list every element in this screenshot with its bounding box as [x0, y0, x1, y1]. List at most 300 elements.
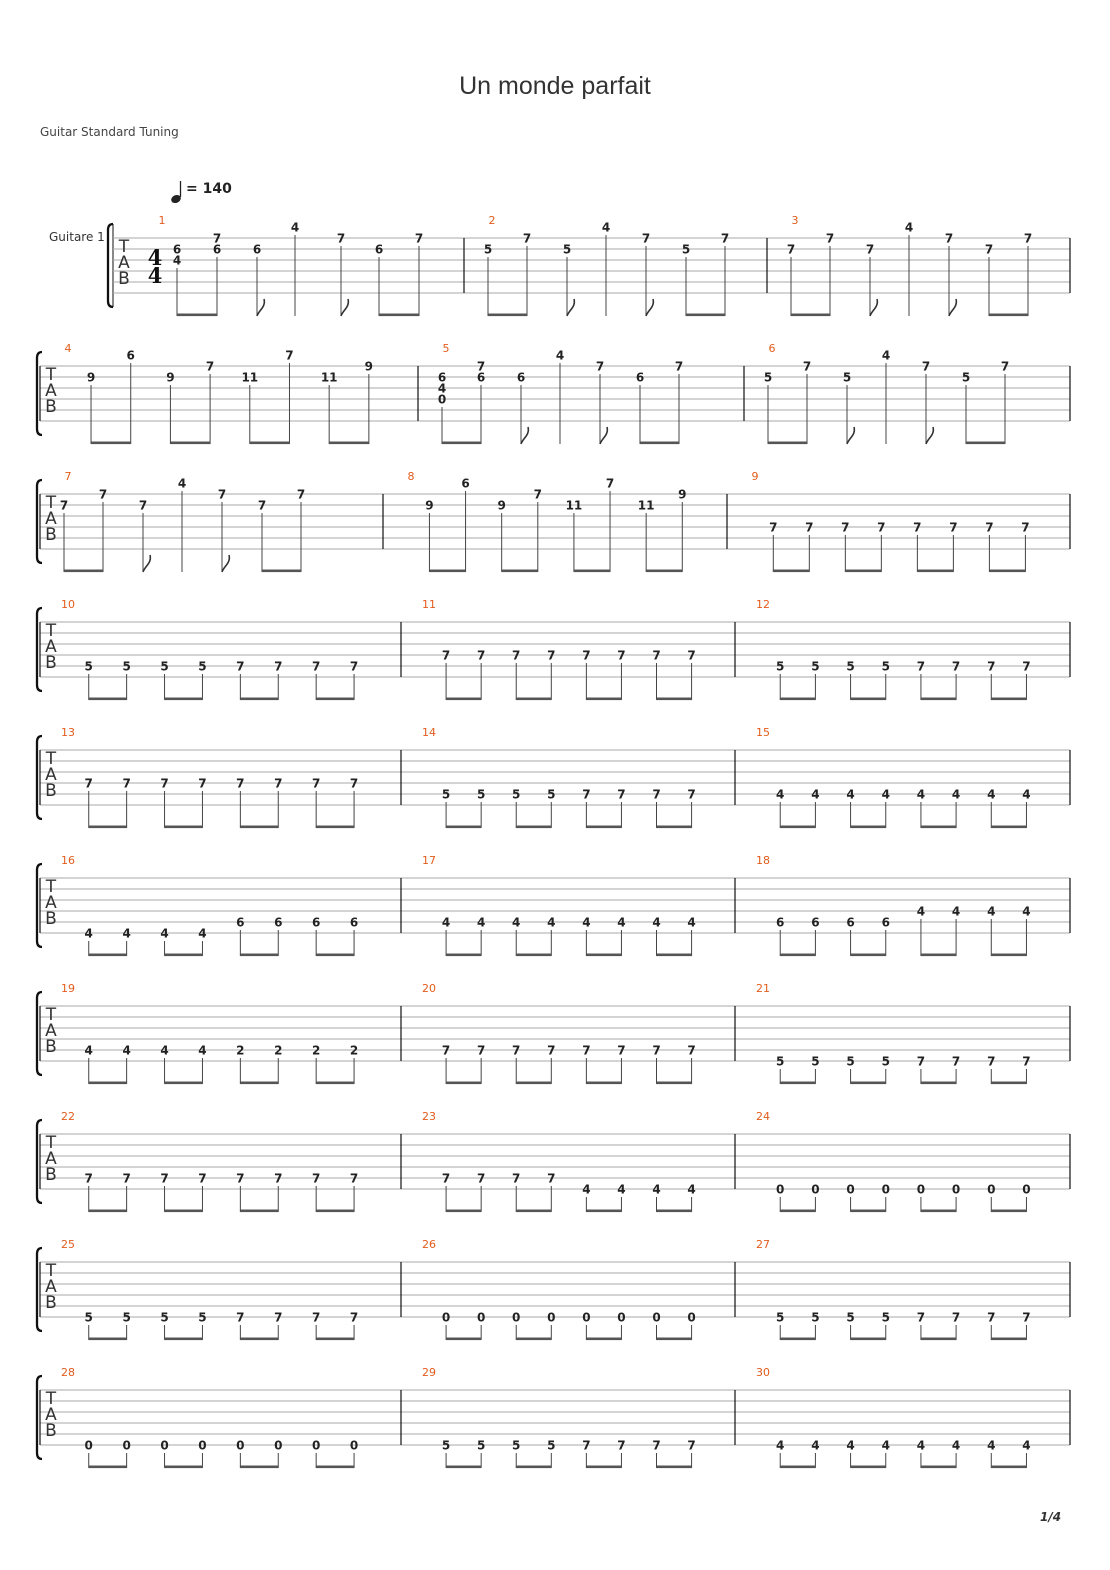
beam — [657, 1338, 692, 1341]
fret-number: 5 — [842, 370, 852, 385]
fret-number: 7 — [652, 1438, 661, 1453]
beam — [657, 1466, 692, 1469]
measure — [756, 1366, 1031, 1468]
fret-number: 6 — [811, 915, 820, 930]
measure — [65, 342, 374, 444]
measure — [61, 1366, 358, 1468]
tab-clef-letter: A — [45, 637, 57, 657]
beam — [773, 570, 809, 573]
beam — [89, 1466, 127, 1469]
beam — [921, 826, 956, 829]
fret-number: 7 — [198, 1171, 207, 1186]
fret-number: 7 — [1000, 359, 1010, 374]
beam — [851, 1338, 886, 1341]
beam — [446, 1082, 481, 1085]
fret-number: 7 — [944, 231, 954, 246]
beam — [502, 570, 538, 573]
beam — [851, 954, 886, 957]
measure-number: 26 — [422, 1238, 436, 1251]
fret-number: 4 — [881, 348, 891, 363]
beam — [165, 1210, 203, 1213]
measure-number: 15 — [756, 726, 770, 739]
beam — [966, 442, 1005, 445]
beam — [240, 698, 278, 701]
beam — [991, 1210, 1026, 1213]
measure-number: 16 — [61, 854, 75, 867]
beam — [780, 1210, 815, 1213]
fret-number: 5 — [512, 787, 521, 802]
measure-number: 30 — [756, 1366, 770, 1379]
beam — [379, 314, 419, 317]
fret-number: 7 — [582, 648, 591, 663]
fret-number: 6 — [252, 242, 262, 257]
fret-number: 7 — [547, 1043, 556, 1058]
fret-number: 7 — [582, 1438, 591, 1453]
fret-number: 11 — [241, 370, 259, 385]
beam — [921, 1466, 956, 1469]
fret-number: 0 — [512, 1310, 521, 1325]
beam — [329, 442, 369, 445]
fret-number: 7 — [274, 659, 283, 674]
beam — [446, 954, 481, 957]
tab-clef-letter: A — [45, 1021, 57, 1041]
fret-number: 5 — [198, 659, 207, 674]
fret-number: 5 — [476, 787, 486, 802]
fret-number: 5 — [198, 1310, 207, 1325]
fret-number: 5 — [160, 1310, 169, 1325]
tempo-marking — [170, 181, 232, 205]
fret-number: 4 — [198, 1043, 207, 1058]
beam — [640, 442, 679, 445]
fret-number: 6 — [172, 242, 182, 257]
staff-system — [37, 1238, 1070, 1340]
fret-number: 7 — [274, 1171, 283, 1186]
tab-clef-letter: B — [45, 525, 57, 545]
tab-clef-letter: A — [45, 765, 57, 785]
fret-number: 0 — [437, 392, 447, 407]
fret-number: 7 — [311, 776, 321, 791]
time-signature-denominator: 4 — [147, 263, 163, 288]
measure-number: 6 — [768, 342, 776, 355]
fret-number: 2 — [311, 1043, 321, 1058]
measure — [61, 854, 358, 956]
fret-number: 7 — [595, 359, 605, 374]
fret-number: 7 — [547, 648, 556, 663]
beam — [991, 954, 1026, 957]
fret-number: 7 — [916, 659, 926, 674]
measure-number: 1 — [158, 214, 166, 227]
measure-number: 10 — [61, 598, 75, 611]
fret-number: 7 — [769, 520, 778, 535]
fret-number: 7 — [274, 1310, 283, 1325]
fret-number: 7 — [441, 1171, 451, 1186]
fret-number: 4 — [84, 926, 93, 941]
tab-clef-letter: B — [45, 1293, 57, 1313]
fret-number: 4 — [881, 1438, 890, 1453]
fret-number: 7 — [349, 1171, 359, 1186]
fret-number: 0 — [846, 1182, 855, 1197]
measure — [756, 598, 1031, 700]
measure-number: 18 — [756, 854, 770, 867]
beam — [516, 1210, 551, 1213]
fret-number: 4 — [987, 787, 996, 802]
eighth-flag — [143, 555, 150, 572]
beam — [586, 1082, 621, 1085]
tab-clef-letter: A — [45, 1405, 57, 1425]
fret-number: 0 — [776, 1182, 785, 1197]
measure — [787, 214, 1032, 316]
fret-number: 0 — [582, 1310, 591, 1325]
tab-clef-letter: B — [45, 781, 57, 801]
measure-number: 8 — [407, 470, 415, 483]
fret-number: 7 — [441, 648, 451, 663]
fret-number: 4 — [987, 1438, 996, 1453]
fret-number: 7 — [985, 520, 994, 535]
fret-number: 7 — [349, 659, 359, 674]
fret-number: 4 — [916, 1438, 926, 1453]
eighth-flag — [341, 299, 348, 316]
fret-number: 4 — [1022, 904, 1031, 919]
measure — [408, 470, 687, 572]
beam — [89, 1082, 127, 1085]
fret-number: 0 — [811, 1182, 820, 1197]
measure — [61, 1238, 358, 1340]
fret-number: 5 — [441, 787, 451, 802]
beam — [446, 1210, 481, 1213]
measure — [422, 1238, 696, 1340]
fret-number: 7 — [877, 520, 886, 535]
beam — [446, 1338, 481, 1341]
fret-number: 4 — [846, 787, 855, 802]
fret-number: 7 — [786, 242, 796, 257]
beam — [657, 1082, 692, 1085]
fret-number: 5 — [776, 659, 785, 674]
fret-number: 4 — [687, 915, 696, 930]
staff-system — [37, 1366, 1070, 1468]
measure-number: 14 — [422, 726, 436, 739]
fret-number: 0 — [881, 1182, 890, 1197]
beam — [586, 1338, 621, 1341]
fret-number: 5 — [160, 659, 169, 674]
tab-clef-letter: B — [45, 1037, 57, 1057]
beam — [165, 1338, 203, 1341]
measure-number: 25 — [61, 1238, 75, 1251]
fret-number: 7 — [547, 1171, 556, 1186]
fret-number: 2 — [274, 1043, 283, 1058]
fret-number: 7 — [205, 359, 215, 374]
fret-number: 4 — [951, 1438, 961, 1453]
staff-system — [49, 214, 1070, 316]
fret-number: 4 — [951, 904, 961, 919]
fret-number: 0 — [916, 1182, 926, 1197]
measure-number: 23 — [422, 1110, 436, 1123]
fret-number: 7 — [257, 498, 267, 513]
fret-number: 4 — [811, 787, 820, 802]
fret-number: 7 — [984, 242, 994, 257]
fret-number: 7 — [617, 648, 626, 663]
fret-number: 0 — [236, 1438, 245, 1453]
fret-number: 7 — [951, 1054, 961, 1069]
fret-number: 7 — [349, 776, 359, 791]
beam — [516, 1466, 551, 1469]
fret-number: 7 — [687, 1043, 696, 1058]
fret-number: 7 — [687, 648, 696, 663]
fret-number: 4 — [776, 1438, 785, 1453]
beam — [170, 442, 210, 445]
fret-number: 7 — [674, 359, 684, 374]
beam — [586, 954, 621, 957]
fret-number: 7 — [841, 520, 850, 535]
fret-number: 5 — [84, 1310, 93, 1325]
fret-number: 0 — [617, 1310, 626, 1325]
fret-number: 7 — [274, 776, 283, 791]
measure — [756, 726, 1031, 828]
fret-number: 11 — [320, 370, 338, 385]
fret-number: 5 — [811, 1054, 820, 1069]
fret-number: 6 — [437, 370, 447, 385]
beam — [250, 442, 290, 445]
measure-number: 5 — [442, 342, 450, 355]
fret-number: 0 — [476, 1310, 486, 1325]
measure — [422, 1110, 696, 1212]
fret-number: 4 — [652, 915, 661, 930]
eighth-flag — [847, 427, 854, 444]
beam — [240, 826, 278, 829]
fret-number: 4 — [160, 926, 169, 941]
fret-number: 4 — [476, 915, 486, 930]
fret-number: 7 — [236, 1310, 245, 1325]
fret-number: 7 — [236, 1171, 245, 1186]
beam — [89, 698, 127, 701]
measure — [764, 342, 1009, 444]
tab-clef-letter: T — [45, 1261, 57, 1281]
fret-number: 4 — [881, 787, 890, 802]
fret-number: 7 — [84, 1171, 93, 1186]
beam — [262, 570, 301, 573]
fret-number: 5 — [776, 1310, 785, 1325]
beam — [240, 1466, 278, 1469]
fret-number: 0 — [160, 1438, 169, 1453]
fret-number: 6 — [212, 242, 222, 257]
fret-number: 2 — [349, 1043, 359, 1058]
beam — [780, 1338, 815, 1341]
tab-clef-letter: B — [45, 1421, 57, 1441]
measure — [422, 1366, 696, 1468]
time-signature-numerator: 4 — [147, 245, 163, 270]
measure-number: 20 — [422, 982, 436, 995]
fret-number: 5 — [84, 659, 93, 674]
eighth-flag — [926, 427, 933, 444]
tab-clef-letter: B — [45, 1165, 57, 1185]
fret-number: 7 — [122, 776, 131, 791]
tab-clef-letter: T — [118, 237, 130, 257]
eighth-flag — [870, 299, 877, 316]
beam — [316, 1338, 354, 1341]
fret-number: 4 — [177, 476, 187, 491]
fret-number: 7 — [512, 648, 521, 663]
fret-number: 4 — [122, 1043, 131, 1058]
measure-number: 19 — [61, 982, 75, 995]
fret-number: 5 — [547, 1438, 556, 1453]
beam — [240, 1338, 278, 1341]
tab-clef-letter: A — [45, 893, 57, 913]
beam — [89, 954, 127, 957]
fret-number: 7 — [1021, 520, 1030, 535]
fret-number: 7 — [1022, 659, 1031, 674]
fret-number: 7 — [512, 1043, 521, 1058]
fret-number: 7 — [160, 1171, 169, 1186]
beam — [316, 954, 354, 957]
fret-number: 0 — [951, 1182, 961, 1197]
staff-system — [37, 982, 1070, 1084]
fret-number: 7 — [138, 498, 148, 513]
measure-number: 28 — [61, 1366, 75, 1379]
fret-number: 4 — [582, 915, 591, 930]
measure — [422, 598, 696, 700]
fret-number: 7 — [652, 648, 661, 663]
measure-number: 9 — [751, 470, 759, 483]
song-title: Un monde parfait — [459, 72, 651, 100]
beam — [791, 314, 830, 317]
beam — [851, 1210, 886, 1213]
beam — [780, 1466, 815, 1469]
tab-clef-letter: A — [45, 1277, 57, 1297]
fret-number: 4 — [198, 926, 207, 941]
fret-number: 6 — [776, 915, 785, 930]
beam — [921, 1338, 956, 1341]
fret-number: 4 — [652, 1182, 661, 1197]
measure — [422, 726, 696, 828]
fret-number: 0 — [349, 1438, 359, 1453]
fret-number: 5 — [881, 1054, 890, 1069]
fret-number: 4 — [1022, 1438, 1031, 1453]
fret-number: 7 — [122, 1171, 131, 1186]
fret-number: 7 — [949, 520, 958, 535]
staff-system — [37, 342, 1070, 444]
fret-number: 9 — [86, 370, 96, 385]
beam — [442, 442, 481, 445]
fret-number: 2 — [236, 1043, 245, 1058]
measure-number: 17 — [422, 854, 436, 867]
beam — [446, 1466, 481, 1469]
eighth-flag — [646, 299, 653, 316]
fret-number: 5 — [763, 370, 773, 385]
fret-number: 0 — [198, 1438, 207, 1453]
tuning-label: Guitar Standard Tuning — [40, 125, 179, 139]
fret-number: 7 — [476, 648, 486, 663]
measure — [61, 598, 358, 700]
beam — [991, 1466, 1026, 1469]
beam — [657, 1210, 692, 1213]
measure-number: 11 — [422, 598, 436, 611]
fret-number: 7 — [951, 659, 961, 674]
fret-number: 11 — [637, 498, 655, 513]
fret-number: 7 — [617, 787, 626, 802]
fret-number: 5 — [846, 1054, 855, 1069]
beam — [780, 954, 815, 957]
beam — [446, 826, 481, 829]
eighth-flag — [222, 555, 229, 572]
fret-number: 4 — [290, 220, 300, 235]
beam — [574, 570, 610, 573]
fret-number: 7 — [652, 1043, 661, 1058]
beam — [165, 1082, 203, 1085]
measure-number: 29 — [422, 1366, 436, 1379]
measure — [756, 1110, 1031, 1212]
measure-number: 3 — [791, 214, 799, 227]
fret-number: 9 — [678, 487, 687, 502]
fret-number: 4 — [904, 220, 914, 235]
fret-number: 4 — [1022, 787, 1031, 802]
fret-number: 4 — [582, 1182, 591, 1197]
beam — [851, 826, 886, 829]
beam — [991, 1338, 1026, 1341]
fret-number: 7 — [476, 359, 486, 374]
fret-number: 7 — [1022, 1054, 1031, 1069]
tab-clef-letter: T — [45, 365, 57, 385]
fret-number: 7 — [414, 231, 424, 246]
beam — [845, 570, 881, 573]
beam — [89, 826, 127, 829]
fret-number: 7 — [476, 1171, 486, 1186]
fret-number: 7 — [916, 1310, 926, 1325]
fret-number: 7 — [59, 498, 69, 513]
fret-number: 4 — [811, 1438, 820, 1453]
fret-number: 7 — [296, 487, 306, 502]
tab-clef-letter: T — [45, 493, 57, 513]
measure-number: 13 — [61, 726, 75, 739]
beam — [686, 314, 725, 317]
fret-number: 7 — [311, 659, 321, 674]
fret-number: 6 — [461, 476, 470, 491]
fret-number: 4 — [916, 904, 926, 919]
beam — [240, 1082, 278, 1085]
fret-number: 4 — [601, 220, 611, 235]
measure-number: 21 — [756, 982, 770, 995]
fret-number: 7 — [533, 487, 542, 502]
fret-number: 7 — [217, 487, 227, 502]
beam — [240, 1210, 278, 1213]
fret-number: 6 — [236, 915, 245, 930]
measure — [752, 470, 1030, 572]
fret-number: 6 — [349, 915, 359, 930]
fret-number: 6 — [311, 915, 321, 930]
fret-number: 0 — [652, 1310, 661, 1325]
beam — [488, 314, 527, 317]
fret-number: 7 — [916, 1054, 926, 1069]
fret-number: 5 — [547, 787, 556, 802]
beam — [851, 1082, 886, 1085]
fret-number: 5 — [476, 1438, 486, 1453]
fret-number: 4 — [547, 915, 556, 930]
eighth-flag — [600, 427, 607, 444]
staff-system — [37, 470, 1070, 572]
fret-number: 0 — [547, 1310, 556, 1325]
beam — [516, 698, 551, 701]
tab-clef-letter: T — [45, 1389, 57, 1409]
fret-number: 7 — [687, 787, 696, 802]
fret-number: 7 — [652, 787, 661, 802]
fret-number: 4 — [687, 1182, 696, 1197]
measure — [61, 726, 358, 828]
beam — [165, 826, 203, 829]
eighth-flag — [567, 299, 574, 316]
beam — [586, 826, 621, 829]
measure-number: 7 — [64, 470, 72, 483]
fret-number: 5 — [881, 1310, 890, 1325]
fret-number: 5 — [122, 1310, 131, 1325]
fret-number: 7 — [617, 1043, 626, 1058]
